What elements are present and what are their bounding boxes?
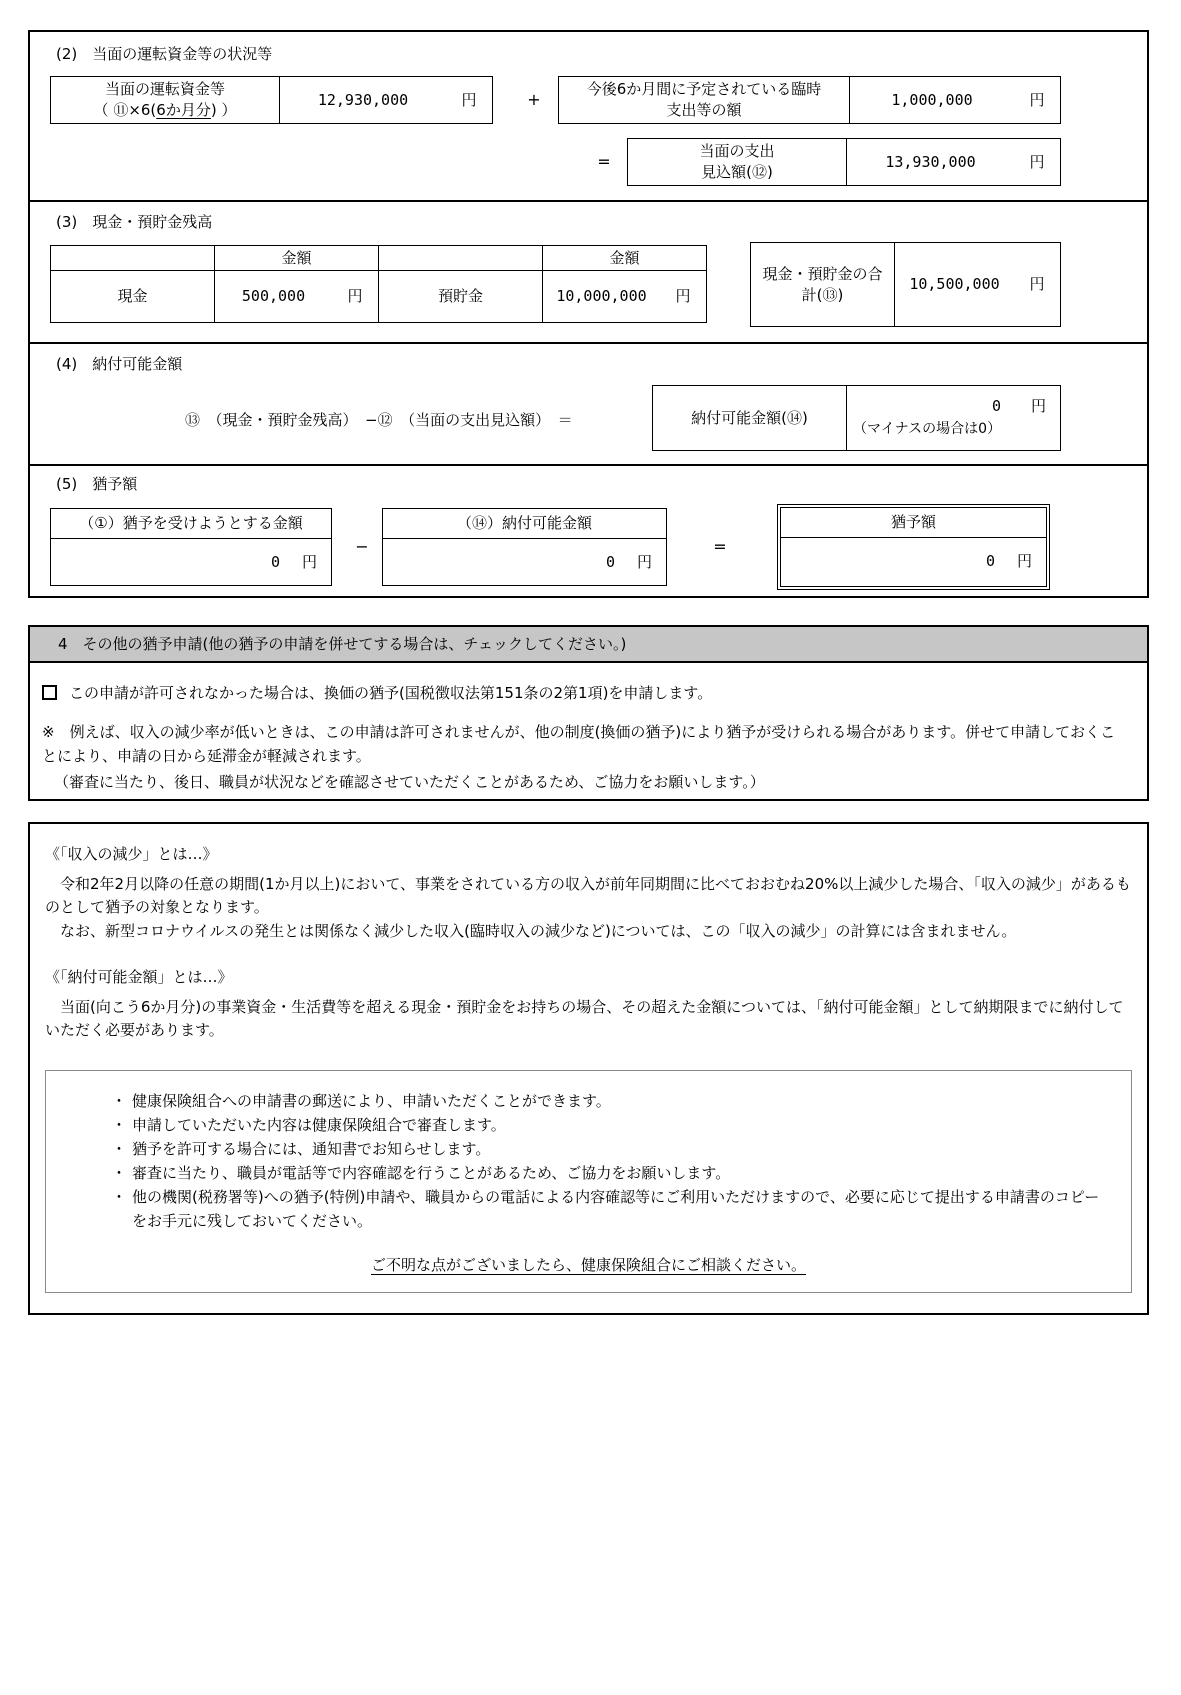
working-capital-label-line2: （ ⑪×6(6か月分) ） [93, 101, 237, 119]
explanation-box [28, 822, 1149, 1315]
financial-status-box [28, 30, 1149, 598]
yen-unit: 円 [675, 287, 691, 305]
yen-unit: 円 [301, 552, 317, 571]
other-application-check-row [42, 683, 1123, 704]
working-capital-value-cell [279, 76, 493, 124]
section4-title: (4) 納付可能金額 [56, 355, 183, 373]
payable-amount-label: （⑭）納付可能金額 [383, 509, 666, 539]
income-decrease-para1: 令和2年2月以降の任意の期間(1か月以上)において、事業をされている方の収入が前年同期間に比べておおむね20%以上減少した場合、「収入の減少」があるものとして猶予の対象となります。 [45, 875, 1131, 917]
other-application-note2: （審査に当たり、後日、職員が状況などを確認させていただくことがあるため、ご協力をお願いします。） [54, 773, 765, 791]
yen-unit: 円 [1016, 551, 1032, 570]
outlook-label-cell [627, 138, 847, 186]
cash-value: 500,000 [241, 287, 306, 305]
other-application-header: 4 その他の猶予申請(他の猶予の申請を併せてする場合は、チェックしてください。) [30, 627, 1147, 663]
income-decrease-para2: なお、新型コロナウイルスの発生とは関係なく減少した収入(臨時収入の減少など)については、この「収入の減少」の計算には含まれません。 [45, 921, 1017, 940]
yen-unit: 円 [1030, 396, 1046, 415]
requested-amount-box [50, 508, 332, 586]
cash-balance-header-row [50, 245, 707, 271]
payable-value: 0 [991, 396, 1001, 415]
payable-value-cell [846, 385, 1061, 451]
payable-amount-para: 当面(向こう6か月分)の事業資金・生活費等を超える現金・預貯金をお持ちの場合、その超えた金額については、「納付可能金額」として納期限までに納付していただく必要があります。 [45, 997, 1124, 1039]
extra-expense-value-cell [849, 76, 1061, 124]
outlook-value-cell [846, 138, 1061, 186]
cash-total-box [750, 242, 1061, 327]
outlook-value: 13,930,000 [885, 152, 976, 171]
bullet-icon: ・ [111, 1164, 127, 1183]
list-item: ・ 猶予を許可する場合には、通知書でお知らせします。 [106, 1137, 1111, 1161]
other-deferral-application-box [28, 625, 1149, 801]
amount-header-cell: 金額 [542, 245, 707, 271]
deposit-value-cell [542, 270, 707, 323]
list-item: ・ 審査に当たり、職員が電話等で内容確認を行うことがあるため、ご協力をお願いします。 [106, 1161, 1111, 1185]
income-decrease-heading: 《「収入の減少」とは…》 [45, 845, 218, 863]
other-deferral-checkbox[interactable] [42, 685, 57, 700]
cash-total-value-cell [894, 242, 1061, 327]
bullet-icon: ・ [111, 1188, 127, 1207]
yen-unit: 円 [1029, 90, 1045, 109]
yen-unit: 円 [461, 90, 477, 109]
working-capital-table [50, 76, 493, 124]
deferral-amount-label: 猶予額 [781, 508, 1046, 538]
other-application-note: ※ 例えば、収入の減少率が低いときは、この申請は許可されませんが、他の制度(換価の猶予)により猶予が受けられる場合があります。併せて申請しておくことにより、申請の日から延滞金が軽減されます。 [42, 723, 1116, 765]
cash-label-cell: 現金 [50, 270, 215, 323]
bullet-icon: ・ [111, 1092, 127, 1111]
payable-formula: ⑬ （現金・預貯金残高） −⑫ （当面の支出見込額） ＝ [185, 411, 573, 429]
section-payable-amount [30, 342, 1147, 464]
payable-amount-box [382, 508, 667, 586]
payable-box [652, 385, 1061, 451]
working-capital-label-line1: 当面の運転資金等 [104, 80, 225, 98]
list-item: ・ 他の機関(税務署等)への猶予(特例)申請や、職員からの電話による内容確認等にご利用いただけますので、必要に応じて提出する申請書のコピーをお手元に残しておいてください。 [106, 1185, 1111, 1233]
extra-expense-label-cell: 今後6か月間に予定されている臨時支出等の額 [558, 76, 850, 124]
list-item: ・ 健康保険組合への申請書の郵送により、申請いただくことができます。 [106, 1089, 1111, 1113]
requested-amount-value: 0 [270, 552, 280, 571]
bullet-icon: ・ [111, 1116, 127, 1135]
deferral-amount-value-row [781, 538, 1046, 584]
procedure-notes-box [45, 1070, 1132, 1293]
equals-operator: = [713, 537, 727, 556]
working-capital-value: 12,930,000 [317, 90, 409, 109]
payable-label-cell: 納付可能金額(⑭) [652, 385, 847, 451]
minus-operator: − [355, 537, 369, 556]
cash-balance-table [50, 245, 707, 323]
section3-title: (3) 現金・預貯金残高 [56, 213, 213, 231]
cash-total-value: 10,500,000 [909, 275, 1000, 293]
payable-amount-value: 0 [605, 552, 615, 571]
requested-amount-label: （①）猶予を受けようとする金額 [51, 509, 331, 539]
payable-amount-value-row [383, 539, 666, 585]
outlook-label-line2: 見込額(⑫) [701, 163, 773, 181]
section-working-capital [30, 32, 1147, 200]
empty-header-cell [378, 245, 543, 271]
other-deferral-checkbox-label: この申請が許可されなかった場合は、換価の猶予(国税徴収法第151条の2第1項)を申請します。 [69, 684, 713, 702]
deposit-label-cell: 預貯金 [378, 270, 543, 323]
amount-header-cell: 金額 [214, 245, 379, 271]
bullet-icon: ・ [111, 1140, 127, 1159]
yen-unit: 円 [1029, 275, 1045, 293]
extra-expense-value: 1,000,000 [891, 90, 973, 109]
cash-total-label-cell: 現金・預貯金の合計(⑬) [750, 242, 895, 327]
requested-amount-value-row [51, 539, 331, 585]
plus-operator: + [527, 90, 541, 109]
yen-unit: 円 [347, 287, 363, 305]
working-capital-label-cell [50, 76, 280, 124]
yen-unit: 円 [1029, 152, 1045, 171]
section5-title: (5) 猶予額 [56, 475, 138, 493]
deposit-value: 10,000,000 [556, 287, 647, 305]
empty-header-cell [50, 245, 215, 271]
outlook-table [627, 138, 1061, 186]
outlook-label-line1: 当面の支出 [699, 142, 775, 160]
payable-amount-heading: 《「納付可能金額」とは…》 [45, 967, 233, 986]
cash-value-cell [214, 270, 379, 323]
section2-title: (2) 当面の運転資金等の状況等 [56, 45, 273, 63]
section-cash-balance [30, 200, 1147, 342]
contact-line: ご不明な点がございましたら、健康保険組合にご相談ください。 [370, 1256, 806, 1275]
negative-note: （マイナスの場合は0） [853, 421, 1002, 437]
payable-value-row [847, 392, 1060, 420]
cash-balance-data-row [50, 270, 707, 323]
deferral-amount-value: 0 [985, 551, 995, 570]
list-item: ・ 申請していただいた内容は健康保険組合で審査します。 [106, 1113, 1111, 1137]
extra-expense-table [558, 76, 1061, 124]
yen-unit: 円 [636, 552, 652, 571]
equals-operator: = [597, 152, 611, 171]
section-deferral-amount [30, 464, 1147, 596]
deferral-amount-box [777, 504, 1050, 590]
